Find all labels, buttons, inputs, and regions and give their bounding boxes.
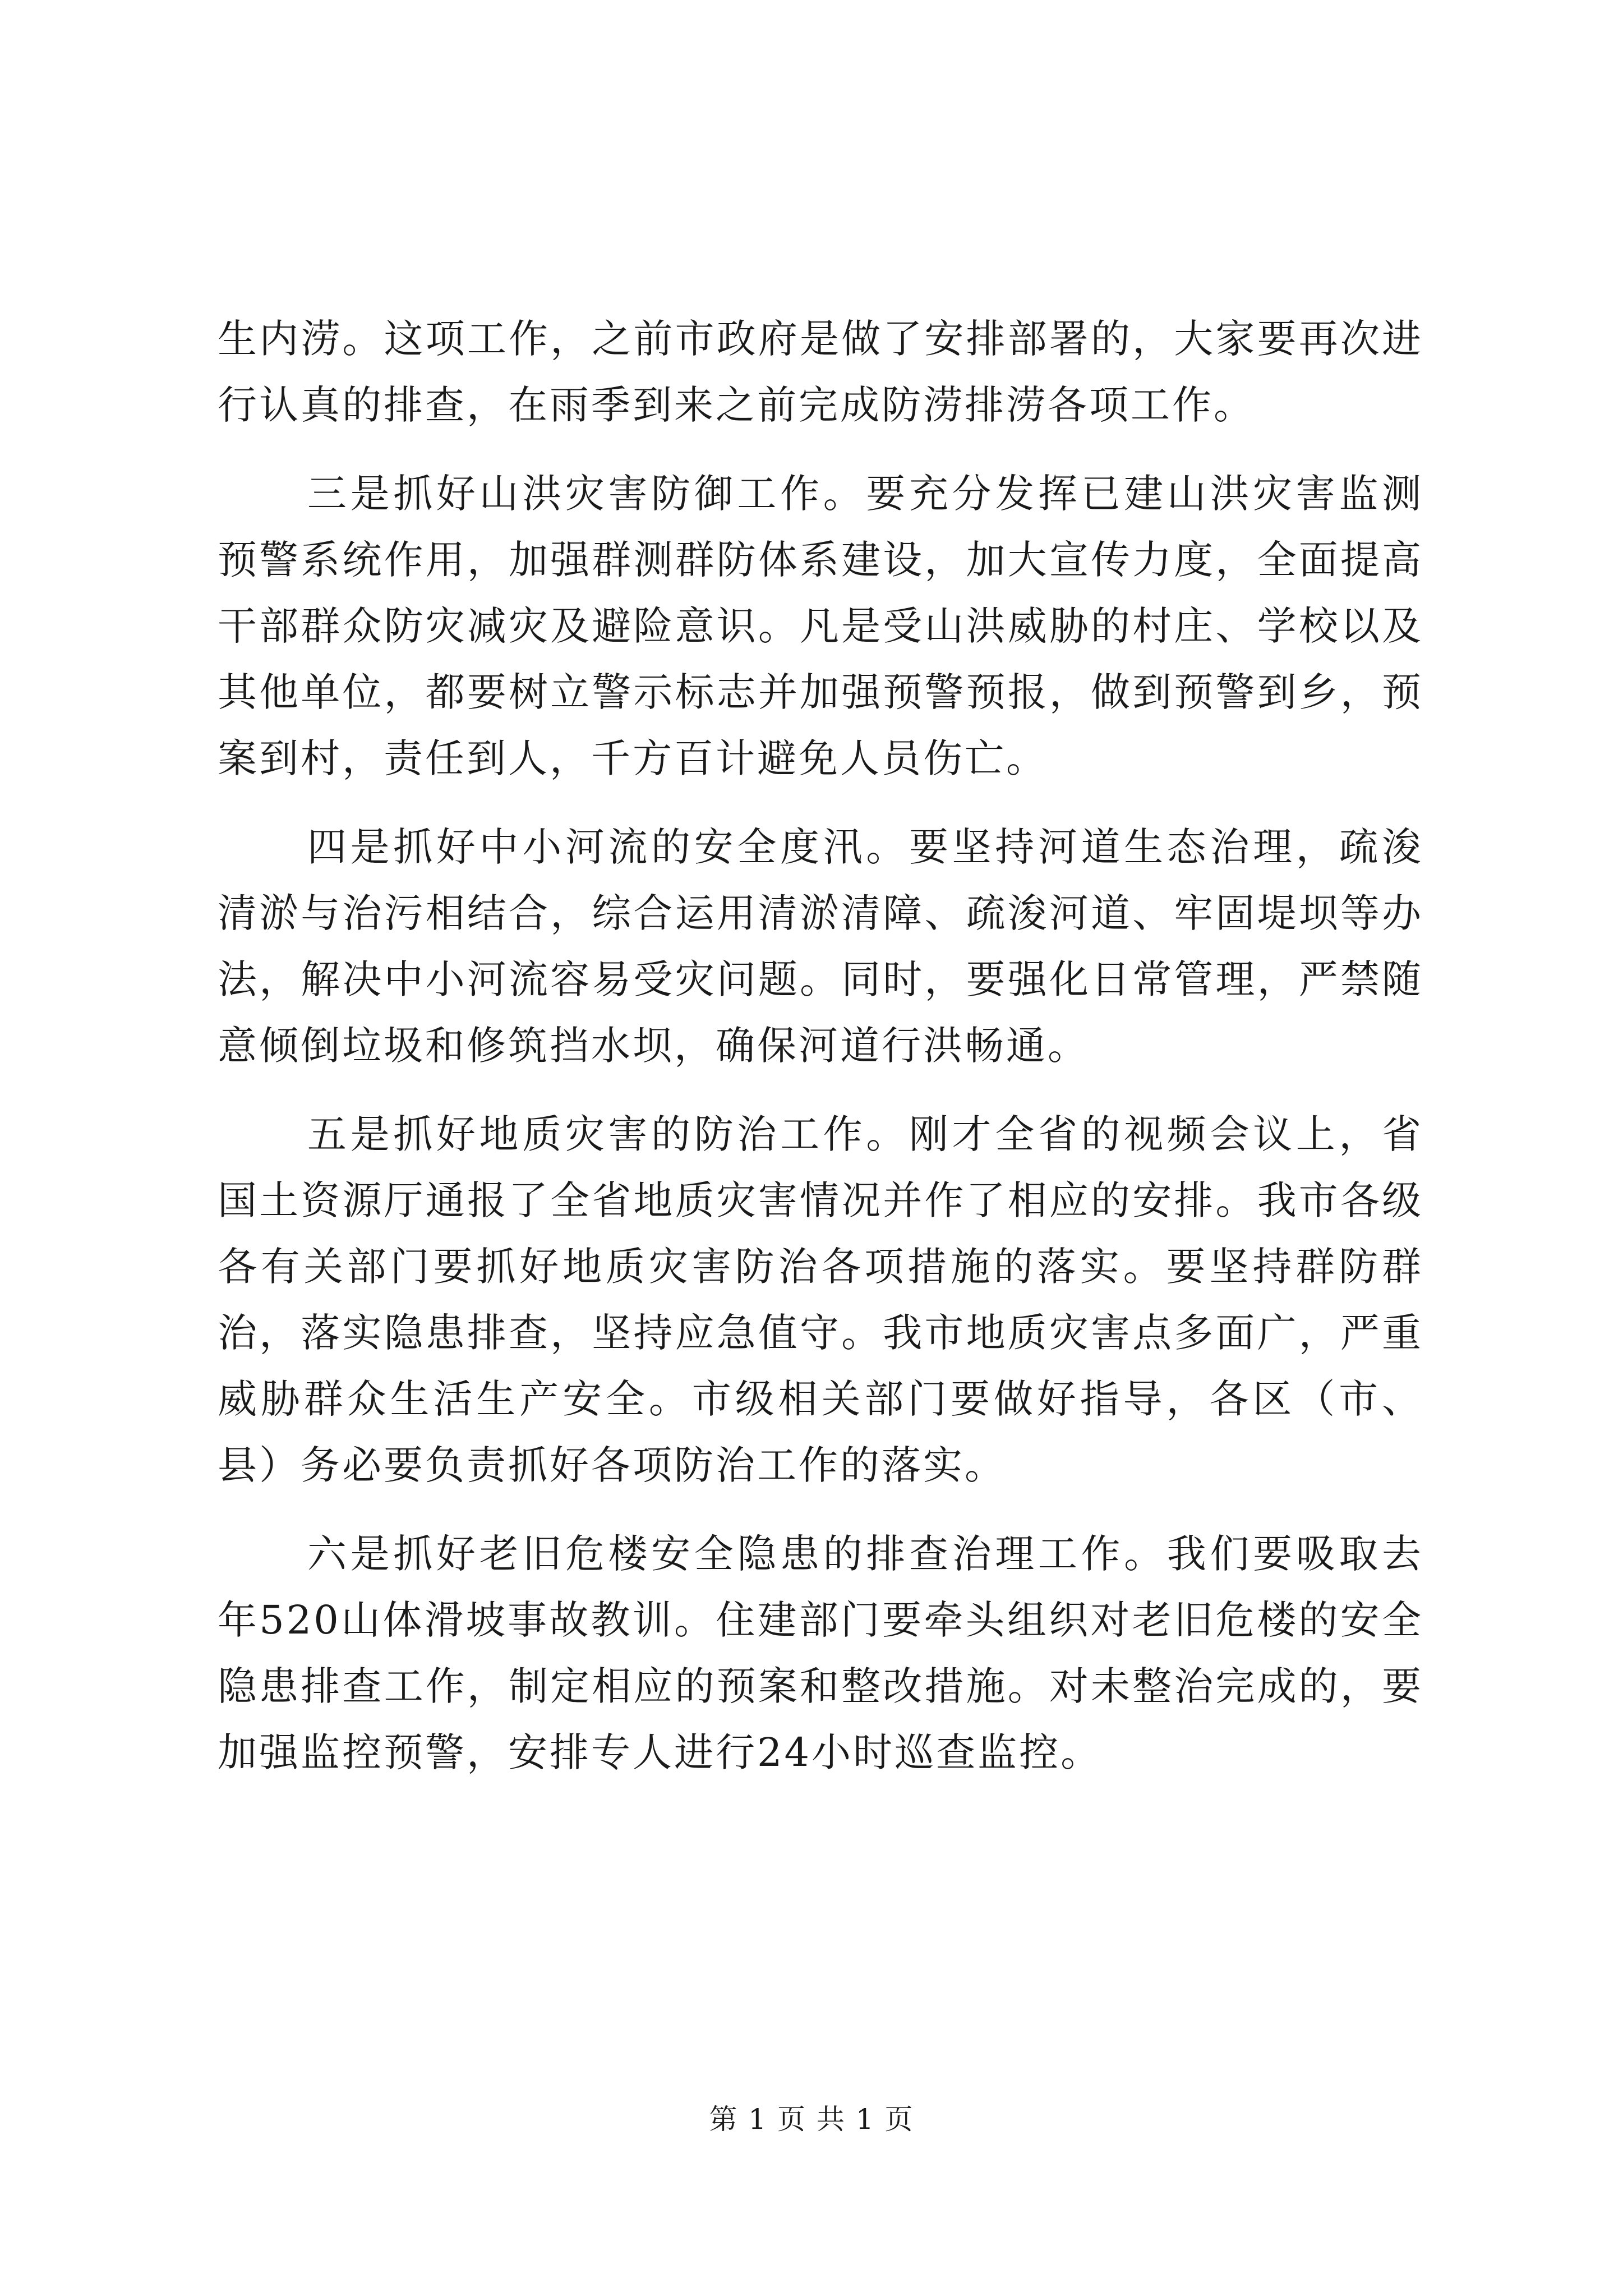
document-body [218,306,1423,1808]
paragraph-continuation: 生内涝。这项工作，之前市政府是做了安排部署的，大家要再次进行认真的排查，在雨季到来之前完成防涝排涝各项工作。 [218,316,1423,428]
paragraph-item-six: 六是抓好老旧危楼安全隐患的排查治理工作。我们要吸取去年520山体滑坡事故教训。住建部门要牵头组织对老旧危楼的安全隐患排查工作，制定相应的预案和整改措施。对未整治完成的，要加强监控预警，安排专人进行24小时巡查监控。 [218,1531,1423,1775]
paragraph-item-five: 五是抓好地质灾害的防治工作。刚才全省的视频会议上，省国土资源厅通报了全省地质灾害情况并作了相应的安排。我市各级各有关部门要抓好地质灾害防治各项措施的落实。要坚持群防群治，落实隐患排查，坚持应急值守。我市地质灾害点多面广，严重威胁群众生活生产安全。市级相关部门要做好指导，各区（市、县）务必要负责抓好各项防治工作的落实。 [218,1111,1423,1488]
page-number-footer: 第 1 页 共 1 页 [709,2103,914,2136]
paragraph-item-four: 四是抓好中小河流的安全度汛。要坚持河道生态治理，疏浚清淤与治污相结合，综合运用清淤清障、疏浚河道、牢固堤坝等办法，解决中小河流容易受灾问题。同时，要强化日常管理，严禁随意倾倒垃圾和修筑挡水坝，确保河道行洪畅通。 [218,824,1423,1069]
paragraph-item-three: 三是抓好山洪灾害防御工作。要充分发挥已建山洪灾害监测预警系统作用，加强群测群防体系建设，加大宣传力度，全面提高干部群众防灾减灾及避险意识。凡是受山洪威胁的村庄、学校以及其他单位，都要树立警示标志并加强预警预报，做到预警到乡，预案到村，责任到人，千方百计避免人员伤亡。 [218,471,1423,781]
